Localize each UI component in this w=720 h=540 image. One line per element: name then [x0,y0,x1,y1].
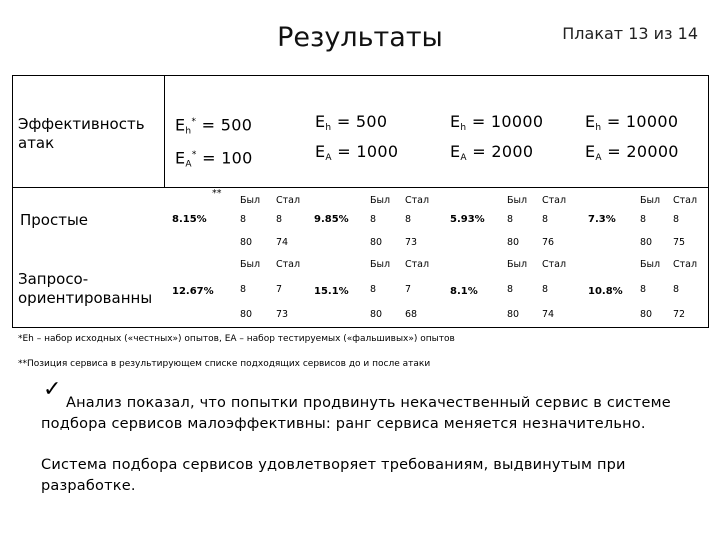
col-header-before: Был [640,195,661,206]
value-after: 72 [673,309,686,320]
efficiency-percent: 15.1% [314,286,349,297]
value-after: 68 [405,309,418,320]
table-col-divider [164,75,165,188]
double-star-marker: ** [212,188,222,199]
footnote-position: **Позиция сервиса в результирующем списке подходящих сервисов до и после атаки [18,359,431,369]
row-header-label: Эффективность атак [18,115,145,152]
value-after: 73 [405,237,418,248]
column-param-3: $E_h = 10000$ $E_A = 2000$ [450,112,544,163]
value-before: 8 [507,284,514,295]
value-after: 76 [542,237,555,248]
value-after: 8 [405,214,412,225]
value-before: 80 [370,237,383,248]
table-row-divider [12,187,709,188]
conclusion-1: Анализ показал, что попытки продвинуть некачественный сервис в системе подбора сервисов малоэффективны: ранг сервиса меняется незначительно. [41,395,671,432]
value-before: 8 [507,214,514,225]
efficiency-percent: 5.93% [450,214,485,225]
value-before: 80 [370,309,383,320]
table-right-border [708,75,709,328]
value-after: 8 [542,214,549,225]
page-title: Результаты [277,22,443,53]
col-header-after: Стал [276,195,301,206]
column-param-4: $E_h = 10000$ $E_A = 20000$ [585,112,679,163]
col-header-before: Был [507,259,528,270]
footnote-text-1: *Eh – набор исходных («честных») опытов, EA – набор тестируемых («фальшивых») опытов [18,334,455,344]
value-after: 8 [276,214,283,225]
efficiency-percent: 8.15% [172,214,207,225]
col-header-after: Стал [542,259,567,270]
efficiency-percent: 10.8% [588,286,623,297]
eh-value: 500 [355,112,388,131]
footnote-eh-ea [18,334,455,344]
value-after: 73 [276,309,289,320]
col-header-after: Стал [405,259,430,270]
value-before: 8 [240,214,247,225]
table-top-border [12,75,709,76]
table-left-border [12,75,13,328]
value-before: 80 [240,309,253,320]
value-after: 8 [673,284,680,295]
value-before: 8 [370,284,377,295]
value-before: 8 [640,284,647,295]
col-header-after: Стал [673,259,698,270]
value-before: 80 [507,309,520,320]
eh-value: 10000 [490,112,544,131]
value-after: 7 [405,284,412,295]
value-before: 8 [240,284,247,295]
row-label-simple: Простые [20,211,89,229]
value-before: 80 [640,309,653,320]
col-header-after: Стал [405,195,430,206]
value-after: 74 [542,309,555,320]
value-after: 7 [276,284,283,295]
value-after: 75 [673,237,686,248]
eh-value: 500 [220,115,253,135]
col-header-after: Стал [276,259,301,270]
row-label-query: Запросо-ориентированны [18,270,153,307]
efficiency-percent: 9.85% [314,214,349,225]
value-before: 80 [640,237,653,248]
col-header-before: Был [640,259,661,270]
col-header-after: Стал [542,195,567,206]
slide-counter: Плакат 13 из 14 [562,24,698,43]
value-before: 8 [370,214,377,225]
ea-value: 1000 [356,142,399,161]
ea-value: 20000 [626,142,679,161]
table-bottom-border [12,327,709,328]
efficiency-percent: 12.67% [172,286,214,297]
value-after: 8 [542,284,549,295]
col-header-after: Стал [673,195,698,206]
ea-value: 2000 [491,142,534,161]
value-after: 8 [673,214,680,225]
value-before: 80 [507,237,520,248]
efficiency-percent: 7.3% [588,214,616,225]
col-header-before: Был [370,259,391,270]
col-header-before: Был [370,195,391,206]
col-header-before: Был [240,195,261,206]
col-header-before: Был [507,195,528,206]
checkmark-icon: ✓ [43,377,62,402]
value-before: 8 [640,214,647,225]
ea-value: 100 [221,148,253,168]
conclusion-text-2: Система подбора сервисов удовлетворяет требованиям, выдвинутым при разработке. [41,457,626,494]
col-header-before: Был [240,259,261,270]
value-after: 74 [276,237,289,248]
eh-value: 10000 [625,112,679,131]
conclusion-text-1 [41,393,711,435]
efficiency-percent: 8.1% [450,286,478,297]
column-param-1: $E_h^* = 500$ $E_A^* = 100$ [175,115,253,170]
value-before: 80 [240,237,253,248]
column-param-2: $E_h = 500$ $E_A = 1000$ [315,112,399,163]
